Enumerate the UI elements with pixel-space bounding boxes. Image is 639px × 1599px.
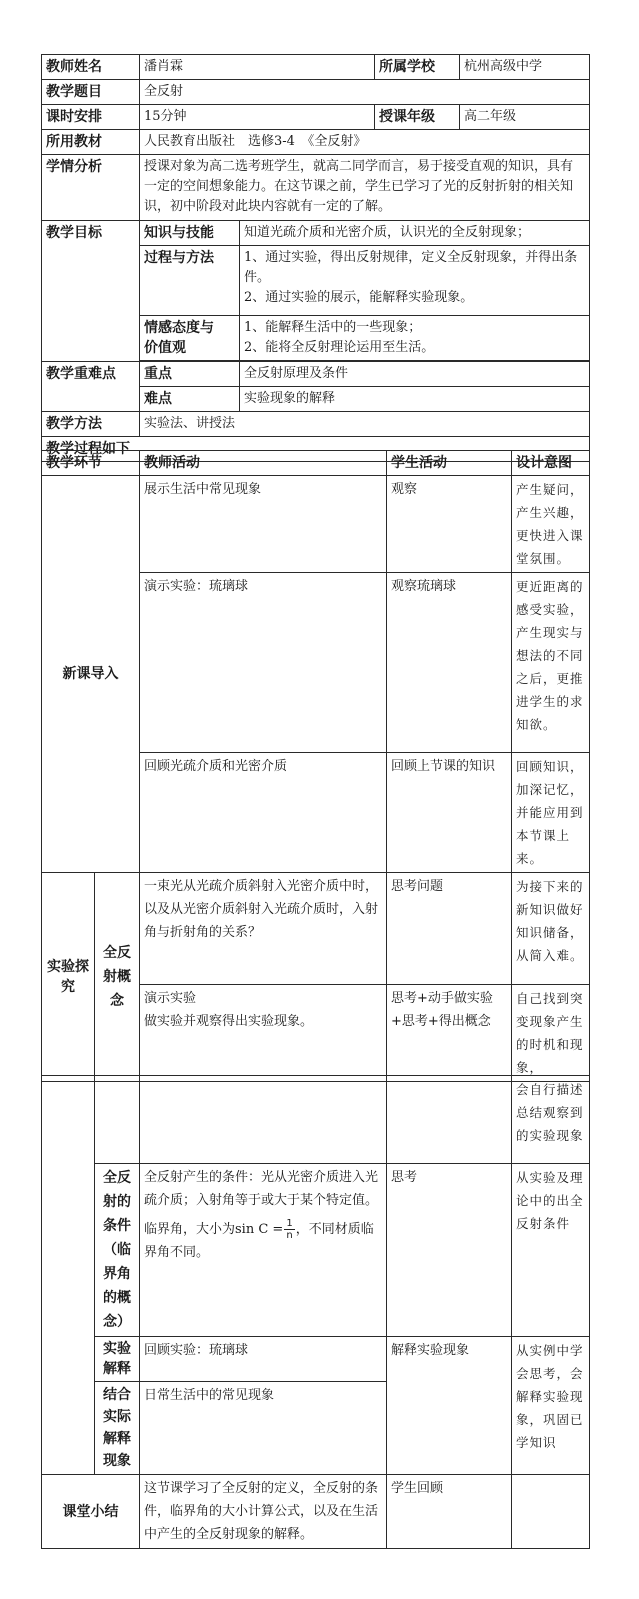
condition-student: 思考 — [387, 1164, 512, 1337]
school-name: 杭州高级中学 — [460, 55, 590, 80]
explore-stage-cont — [42, 1076, 95, 1475]
time-label: 课时安排 — [42, 105, 140, 130]
intro-student-2: 观察琉璃球 — [387, 573, 512, 753]
summary-stage: 课堂小结 — [42, 1475, 140, 1549]
emotion-label — [140, 316, 240, 361]
key-text: 全反射原理及条件 — [240, 362, 590, 387]
analysis-text: 授课对象为高二选考班学生，就高二同学而言，易于接受直观的知识，具有一定的空间想象能力。在这节课之前，学生已学习了光的反射折射的相关知识，初中阶段对此块内容就有一定的了解。 — [140, 155, 590, 221]
real-teacher: 日常生活中的常见现象 — [140, 1382, 387, 1475]
header-student: 学生活动 — [387, 451, 512, 476]
hard-text: 实验现象的解释 — [240, 387, 590, 412]
condition-teacher-line-1: 全反射产生的条件：光从光密介质进入光疏介质；入射角等于或大于某个特定值。 — [144, 1170, 379, 1208]
textbook-value: 人民教育出版社 选修3-4 《全反射》 — [140, 130, 590, 155]
intro-teacher-1: 展示生活中常见现象 — [140, 476, 387, 573]
emotion-label-line-2: 价值观 — [144, 340, 186, 356]
summary-student: 学生回顾 — [387, 1475, 512, 1549]
condition-intent: 从实验及理论中的出全反射条件 — [512, 1164, 590, 1337]
critical-angle-suffix: ，不同材质临界角不同。 — [144, 1222, 374, 1260]
explore-student-cont — [387, 1076, 512, 1164]
formula-fraction — [284, 1218, 294, 1241]
explore-teacher-cont — [140, 1076, 387, 1164]
explore-intent-2: 自己找到突变现象产生的时机和现象， — [512, 985, 590, 1082]
process-table-page2 — [41, 1075, 590, 1549]
school-label: 所属学校 — [375, 55, 460, 80]
explore-teacher-1: 一束光从光疏介质斜射入光密介质中时，以及从光密介质斜射入光疏介质时，入射角与折射角的关系？ — [140, 873, 387, 985]
formula-lhs: sin C = — [235, 1222, 284, 1237]
condition-teacher-line-2 — [144, 1218, 382, 1264]
intro-intent-2: 更近距离的感受实验，产生现实与想法的不同之后，更推进学生的求知欲。 — [512, 573, 590, 753]
key-label: 重点 — [140, 362, 240, 387]
explore-stage: 实验探究 — [42, 873, 95, 1082]
process-title: 教学过程如下 — [42, 437, 590, 462]
intro-teacher-2: 演示实验：琉璃球 — [140, 573, 387, 753]
intro-intent-1: 产生疑问，产生兴趣，更快进入课堂氛围。 — [512, 476, 590, 573]
explain-teacher: 回顾实验：琉璃球 — [140, 1337, 387, 1382]
explore-sub-cont — [95, 1076, 140, 1164]
hard-label: 难点 — [140, 387, 240, 412]
goals-label: 教学目标 — [42, 221, 140, 362]
intro-student-1: 观察 — [387, 476, 512, 573]
explain-sub: 实验解释 — [95, 1337, 140, 1382]
method-value: 实验法、讲授法 — [140, 412, 590, 437]
intro-teacher-3: 回顾光疏介质和光密介质 — [140, 753, 387, 873]
keypoints-label: 教学重难点 — [42, 362, 140, 412]
knowledge-label: 知识与技能 — [140, 221, 240, 246]
header-intent: 设计意图 — [512, 451, 590, 476]
apply-intent: 从实例中学会思考，会解释实验现象，巩固已学知识 — [512, 1337, 590, 1475]
process-table-page1 — [41, 450, 590, 1082]
summary-teacher: 这节课学习了全反射的定义，全反射的条件，临界角的大小计算公式，以及在生活中产生的全反射现象的解释。 — [140, 1475, 387, 1549]
process-method-line-1: 1、通过实验，得出反射规律，定义全反射现象，并得出条件。 — [244, 250, 578, 285]
summary-intent — [512, 1475, 590, 1549]
emotion-label-line-1: 情感态度与 — [144, 320, 214, 336]
explore-student-2: 思考+动手做实验+思考+得出概念 — [387, 985, 512, 1082]
grade-label: 授课年级 — [375, 105, 460, 130]
process-method-line-2: 2、通过实验的展示，能解释实验现象。 — [244, 290, 474, 305]
explore-intent-1: 为接下来的新知识做好知识储备，从简入难。 — [512, 873, 590, 985]
process-method-label: 过程与方法 — [140, 246, 240, 316]
intro-student-3: 回顾上节课的知识 — [387, 753, 512, 873]
explore-intent-cont: 会自行描述总结观察到的实验现象 — [512, 1076, 590, 1164]
explore-teacher-2 — [140, 985, 387, 1082]
critical-angle-prefix: 临界角，大小为 — [144, 1222, 236, 1237]
formula-numerator: 1 — [286, 1218, 293, 1229]
lesson-plan-table-page1 — [41, 54, 590, 462]
condition-sub: 全反射的条件（临界角的概念） — [95, 1164, 140, 1337]
teacher-name: 潘肖霖 — [140, 55, 375, 80]
header-stage: 教学环节 — [42, 451, 140, 476]
analysis-label: 学情分析 — [42, 155, 140, 221]
header-teacher: 教师活动 — [140, 451, 387, 476]
explain-student: 解释实验现象 — [387, 1337, 512, 1475]
intro-stage: 新课导入 — [42, 476, 140, 873]
condition-teacher — [140, 1164, 387, 1337]
knowledge-text: 知道光疏介质和光密介质，认识光的全反射现象； — [240, 221, 590, 246]
emotion-line-1: 1、能解释生活中的一些现象； — [244, 320, 422, 335]
method-label: 教学方法 — [42, 412, 140, 437]
explore-teacher-2-line-2: 做实验并观察得出实验现象。 — [144, 1014, 314, 1029]
process-method-text — [240, 246, 590, 316]
time-value: 15分钟 — [140, 105, 375, 130]
emotion-text — [240, 316, 590, 361]
grade-value: 高二年级 — [460, 105, 590, 130]
textbook-label: 所用教材 — [42, 130, 140, 155]
emotion-line-2: 2、能将全反射理论运用至生活。 — [244, 340, 435, 355]
explore-sub-concept: 全反射概念 — [95, 873, 140, 1082]
topic-label: 教学题目 — [42, 80, 140, 105]
real-sub: 结合实际解释现象 — [95, 1382, 140, 1475]
intro-intent-3: 回顾知识，加深记忆，并能应用到本节课上来。 — [512, 753, 590, 873]
topic-value: 全反射 — [140, 80, 590, 105]
teacher-name-label: 教师姓名 — [42, 55, 140, 80]
explore-teacher-2-line-1: 演示实验 — [144, 991, 197, 1006]
formula-denominator: n — [286, 1230, 293, 1241]
explore-student-1: 思考问题 — [387, 873, 512, 985]
